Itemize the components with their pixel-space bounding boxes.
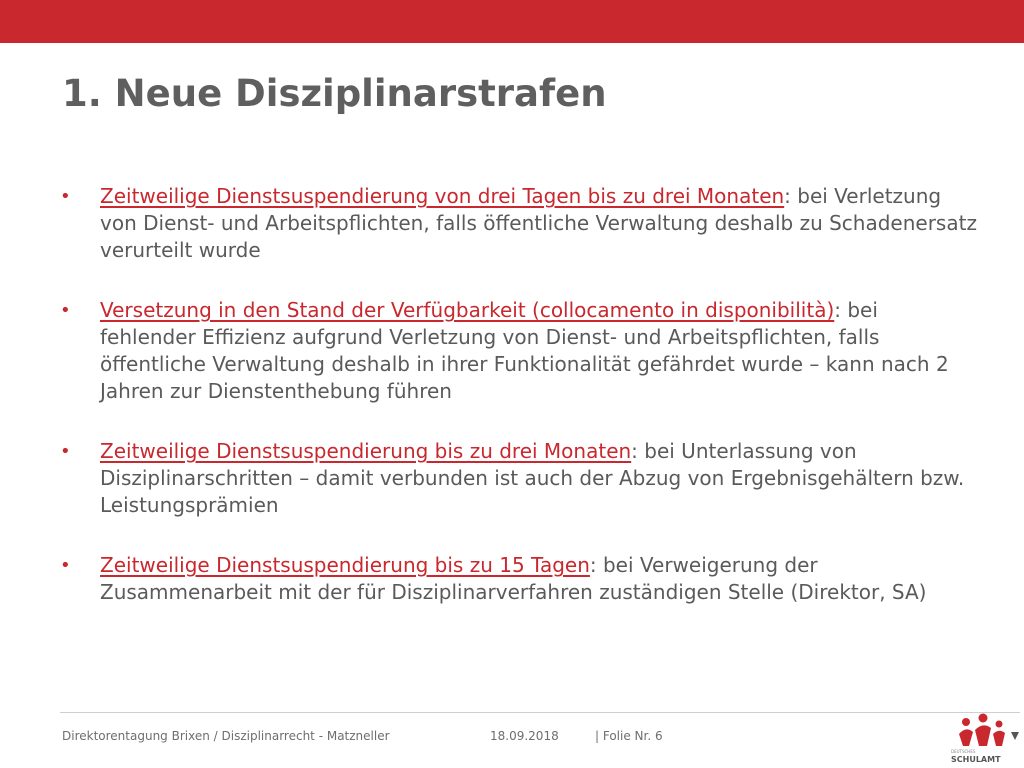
bullet-item bbox=[60, 183, 980, 264]
bullet-text: : bei Unterlassung von Disziplinarschritten – damit verbunden ist auch der Abzug von Ergebnisgehältern bzw. Leistungsprämien bbox=[100, 439, 965, 517]
slide-title: 1. Neue Disziplinarstrafen bbox=[62, 72, 607, 115]
footer-date: 18.09.2018 bbox=[490, 729, 559, 743]
bullet-text: : bei Verweigerung der Zusammenarbeit mit der für Disziplinarverfahren zuständigen Stelle (Direktor, SA) bbox=[100, 553, 927, 604]
footer-divider bbox=[60, 712, 1020, 713]
logo-text: SCHULAMT bbox=[951, 755, 1001, 764]
footer-page-number: | Folie Nr. 6 bbox=[595, 729, 663, 743]
bullet-highlight: Zeitweilige Dienstsuspendierung von drei Tagen bis zu drei Monaten bbox=[100, 184, 785, 208]
bullet-highlight: Zeitweilige Dienstsuspendierung bis zu drei Monaten bbox=[100, 439, 632, 463]
logo-small-text: DEUTSCHES bbox=[951, 749, 976, 754]
bullet-item bbox=[60, 297, 980, 405]
schulamt-logo-icon bbox=[945, 712, 1024, 768]
bullet-marker: • bbox=[60, 186, 71, 207]
bullet-marker: • bbox=[60, 555, 71, 576]
bullet-text: : bei fehlender Effizienz aufgrund Verletzung von Dienst- und Arbeitspflichten, falls öffentliche Verwaltung deshalb in ihrer Funktionalität gefährdet wurde – kann nach 2 Jahren zur Dienstenthebung führen bbox=[100, 298, 949, 403]
bullet-item bbox=[60, 552, 980, 606]
bullet-marker: • bbox=[60, 300, 71, 321]
footer-event: Direktorentagung Brixen / Disziplinarrecht - Matzneller bbox=[62, 729, 390, 743]
top-accent-bar bbox=[0, 0, 1024, 43]
bullet-marker: • bbox=[60, 441, 71, 462]
bullet-highlight: Zeitweilige Dienstsuspendierung bis zu 15 Tagen bbox=[100, 553, 590, 577]
bullet-highlight: Versetzung in den Stand der Verfügbarkeit (collocamento in disponibilità) bbox=[100, 298, 835, 322]
bullet-item bbox=[60, 438, 980, 519]
bullet-text: : bei Verletzung von Dienst- und Arbeitspflichten, falls öffentliche Verwaltung deshalb zu Schadenersatz verurteilt wurde bbox=[100, 184, 977, 262]
bullet-list bbox=[60, 183, 980, 606]
